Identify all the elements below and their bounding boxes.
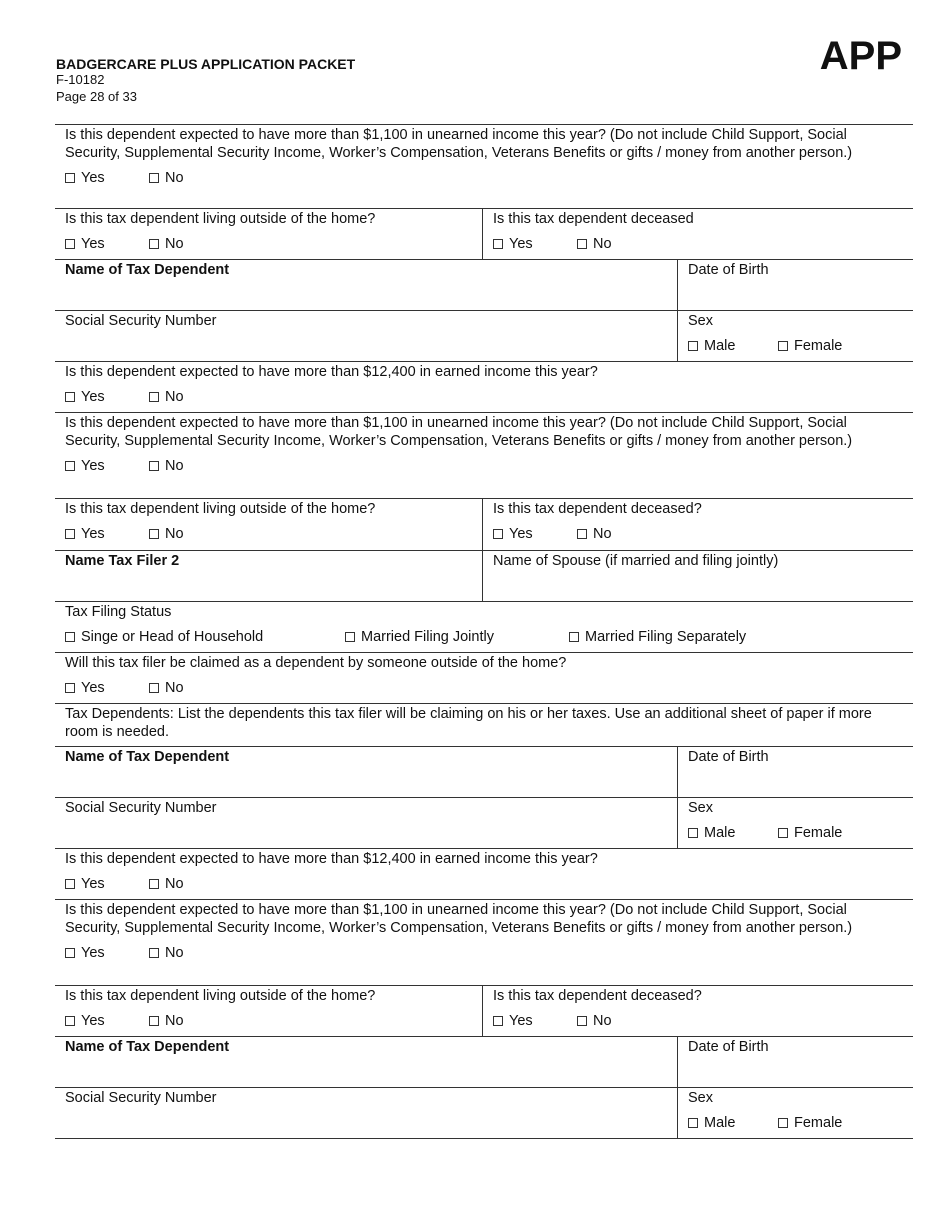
unearned-income-row-3 <box>55 900 913 986</box>
checkbox-icon <box>149 1016 159 1026</box>
claimed-dependent-row <box>55 653 913 704</box>
living-deceased-row-3 <box>55 986 913 1037</box>
packet-title: BADGERCARE PLUS APPLICATION PACKET <box>56 56 356 72</box>
no-checkbox[interactable]: No <box>149 169 184 187</box>
no-checkbox[interactable]: No <box>577 525 612 543</box>
female-checkbox[interactable]: Female <box>778 337 842 355</box>
checkbox-icon <box>778 1118 788 1128</box>
dob-label: Date of Birth <box>688 749 769 765</box>
tax-filer-2-label: Name Tax Filer 2 <box>65 553 180 569</box>
name-label: Name of Tax Dependent <box>65 749 230 765</box>
living-outside-question: Is this tax dependent living outside of the home? <box>65 501 376 517</box>
checkbox-icon <box>493 239 503 249</box>
ssn-field[interactable] <box>55 1088 677 1138</box>
deceased-question: Is this tax dependent deceased? <box>493 988 702 1004</box>
checkbox-icon <box>65 632 75 642</box>
checkbox-icon <box>778 828 788 838</box>
no-checkbox[interactable]: No <box>577 235 612 253</box>
yes-checkbox[interactable]: Yes <box>493 525 577 543</box>
yes-checkbox[interactable]: Yes <box>65 169 149 187</box>
yes-checkbox[interactable]: Yes <box>65 1012 149 1030</box>
ssn-sex-row-2 <box>55 798 913 849</box>
checkbox-icon <box>688 1118 698 1128</box>
tax-filing-status-label: Tax Filing Status <box>65 604 172 620</box>
name-label: Name of Tax Dependent <box>65 1039 230 1055</box>
checkbox-icon <box>149 392 159 402</box>
checkbox-icon <box>65 461 75 471</box>
application-form <box>55 124 913 1139</box>
ssn-sex-row-3 <box>55 1088 913 1139</box>
tax-dependents-note-row <box>55 704 913 747</box>
earned-income-question: Is this dependent expected to have more than $12,400 in earned income this year? <box>65 364 598 380</box>
living-outside-question: Is this tax dependent living outside of the home? <box>65 988 376 1004</box>
yes-checkbox[interactable]: Yes <box>65 679 149 697</box>
single-head-checkbox[interactable]: Singe or Head of Household <box>65 628 345 646</box>
checkbox-icon <box>149 529 159 539</box>
female-checkbox[interactable]: Female <box>778 1114 842 1132</box>
date-of-birth-field[interactable] <box>677 260 913 310</box>
app-badge: APP <box>819 34 902 78</box>
male-checkbox[interactable]: Male <box>688 1114 778 1132</box>
no-checkbox[interactable]: No <box>149 679 184 697</box>
checkbox-icon <box>65 173 75 183</box>
checkbox-icon <box>149 948 159 958</box>
spouse-label: Name of Spouse (if married and filing jointly) <box>493 553 779 569</box>
name-tax-filer-2-field[interactable] <box>55 551 482 601</box>
female-checkbox[interactable]: Female <box>778 824 842 842</box>
yes-checkbox[interactable]: Yes <box>65 388 149 406</box>
form-number: F-10182 <box>56 72 105 87</box>
married-jointly-checkbox[interactable]: Married Filing Jointly <box>345 628 569 646</box>
ssn-label: Social Security Number <box>65 800 217 816</box>
unearned-income-row-1 <box>55 125 913 209</box>
checkbox-icon <box>577 529 587 539</box>
sex-label: Sex <box>688 313 713 329</box>
yes-checkbox[interactable]: Yes <box>65 944 149 962</box>
ssn-sex-row-1 <box>55 311 913 362</box>
living-deceased-row-2 <box>55 499 913 551</box>
no-checkbox[interactable]: No <box>149 944 184 962</box>
checkbox-icon <box>688 828 698 838</box>
checkbox-icon <box>65 392 75 402</box>
living-deceased-row-1 <box>55 209 913 260</box>
no-checkbox[interactable]: No <box>577 1012 612 1030</box>
yes-checkbox[interactable]: Yes <box>65 235 149 253</box>
checkbox-icon <box>493 1016 503 1026</box>
no-checkbox[interactable]: No <box>149 457 184 475</box>
no-checkbox[interactable]: No <box>149 1012 184 1030</box>
name-dob-row-3 <box>55 1037 913 1088</box>
deceased-question: Is this tax dependent deceased? <box>493 501 702 517</box>
sex-label: Sex <box>688 800 713 816</box>
checkbox-icon <box>65 879 75 889</box>
date-of-birth-field[interactable] <box>677 747 913 797</box>
name-dob-row-1 <box>55 260 913 311</box>
checkbox-icon <box>577 239 587 249</box>
male-checkbox[interactable]: Male <box>688 337 778 355</box>
ssn-field[interactable] <box>55 311 677 361</box>
no-checkbox[interactable]: No <box>149 388 184 406</box>
unearned-income-question: Is this dependent expected to have more than $1,100 in unearned income this year? (Do not include Child Support, Social Security, Supplemental Security Income, Worker’s Compensation, Veterans Benefits or gifts / money from another person.) <box>65 902 853 936</box>
checkbox-icon <box>65 239 75 249</box>
checkbox-icon <box>149 239 159 249</box>
yes-checkbox[interactable]: Yes <box>493 1012 577 1030</box>
earned-income-question: Is this dependent expected to have more than $12,400 in earned income this year? <box>65 851 598 867</box>
ssn-field[interactable] <box>55 798 677 848</box>
checkbox-icon <box>149 461 159 471</box>
claimed-dependent-question: Will this tax filer be claimed as a dependent by someone outside of the home? <box>65 655 567 671</box>
deceased-question: Is this tax dependent deceased <box>493 211 694 227</box>
name-of-tax-dependent-field[interactable] <box>55 260 677 310</box>
no-checkbox[interactable]: No <box>149 875 184 893</box>
checkbox-icon <box>345 632 355 642</box>
tax-dependents-note: Tax Dependents: List the dependents this tax filer will be claiming on his or her taxes. Use an additional sheet of paper if more room is needed. <box>65 706 872 740</box>
checkbox-icon <box>149 683 159 693</box>
sex-label: Sex <box>688 1090 713 1106</box>
date-of-birth-field[interactable] <box>677 1037 913 1087</box>
checkbox-icon <box>65 529 75 539</box>
ssn-label: Social Security Number <box>65 313 217 329</box>
checkbox-icon <box>778 341 788 351</box>
ssn-label: Social Security Number <box>65 1090 217 1106</box>
page-number: Page 28 of 33 <box>56 89 137 104</box>
married-separately-checkbox[interactable]: Married Filing Separately <box>569 628 746 646</box>
checkbox-icon <box>688 341 698 351</box>
dob-label: Date of Birth <box>688 262 769 278</box>
male-checkbox[interactable]: Male <box>688 824 778 842</box>
earned-income-row-3 <box>55 849 913 900</box>
living-outside-question: Is this tax dependent living outside of the home? <box>65 211 376 227</box>
no-checkbox[interactable]: No <box>149 235 184 253</box>
name-dob-row-2 <box>55 747 913 798</box>
checkbox-icon <box>577 1016 587 1026</box>
checkbox-icon <box>149 173 159 183</box>
checkbox-icon <box>65 683 75 693</box>
checkbox-icon <box>493 529 503 539</box>
checkbox-icon <box>569 632 579 642</box>
checkbox-icon <box>65 1016 75 1026</box>
tax-filer-2-row <box>55 551 913 602</box>
checkbox-icon <box>65 948 75 958</box>
earned-income-row-2 <box>55 362 913 413</box>
name-of-tax-dependent-field[interactable] <box>55 747 677 797</box>
no-checkbox[interactable]: No <box>149 525 184 543</box>
yes-checkbox[interactable]: Yes <box>65 875 149 893</box>
spouse-name-field[interactable] <box>482 551 913 601</box>
name-of-tax-dependent-field[interactable] <box>55 1037 677 1087</box>
name-label: Name of Tax Dependent <box>65 262 230 278</box>
checkbox-icon <box>149 879 159 889</box>
yes-checkbox[interactable]: Yes <box>65 457 149 475</box>
yes-checkbox[interactable]: Yes <box>65 525 149 543</box>
unearned-income-question: Is this dependent expected to have more than $1,100 in unearned income this year? (Do not include Child Support, Social Security, Supplemental Security Income, Worker’s Compensation, Veterans Benefits or gifts / money from another person.) <box>65 415 853 449</box>
unearned-income-row-2 <box>55 413 913 499</box>
unearned-income-question: Is this dependent expected to have more than $1,100 in unearned income this year? (Do not include Child Support, Social Security, Supplemental Security Income, Worker’s Compensation, Veterans Benefits or gifts / money from another person.) <box>65 127 853 161</box>
yes-checkbox[interactable]: Yes <box>493 235 577 253</box>
dob-label: Date of Birth <box>688 1039 769 1055</box>
tax-filing-status-row <box>55 602 913 653</box>
